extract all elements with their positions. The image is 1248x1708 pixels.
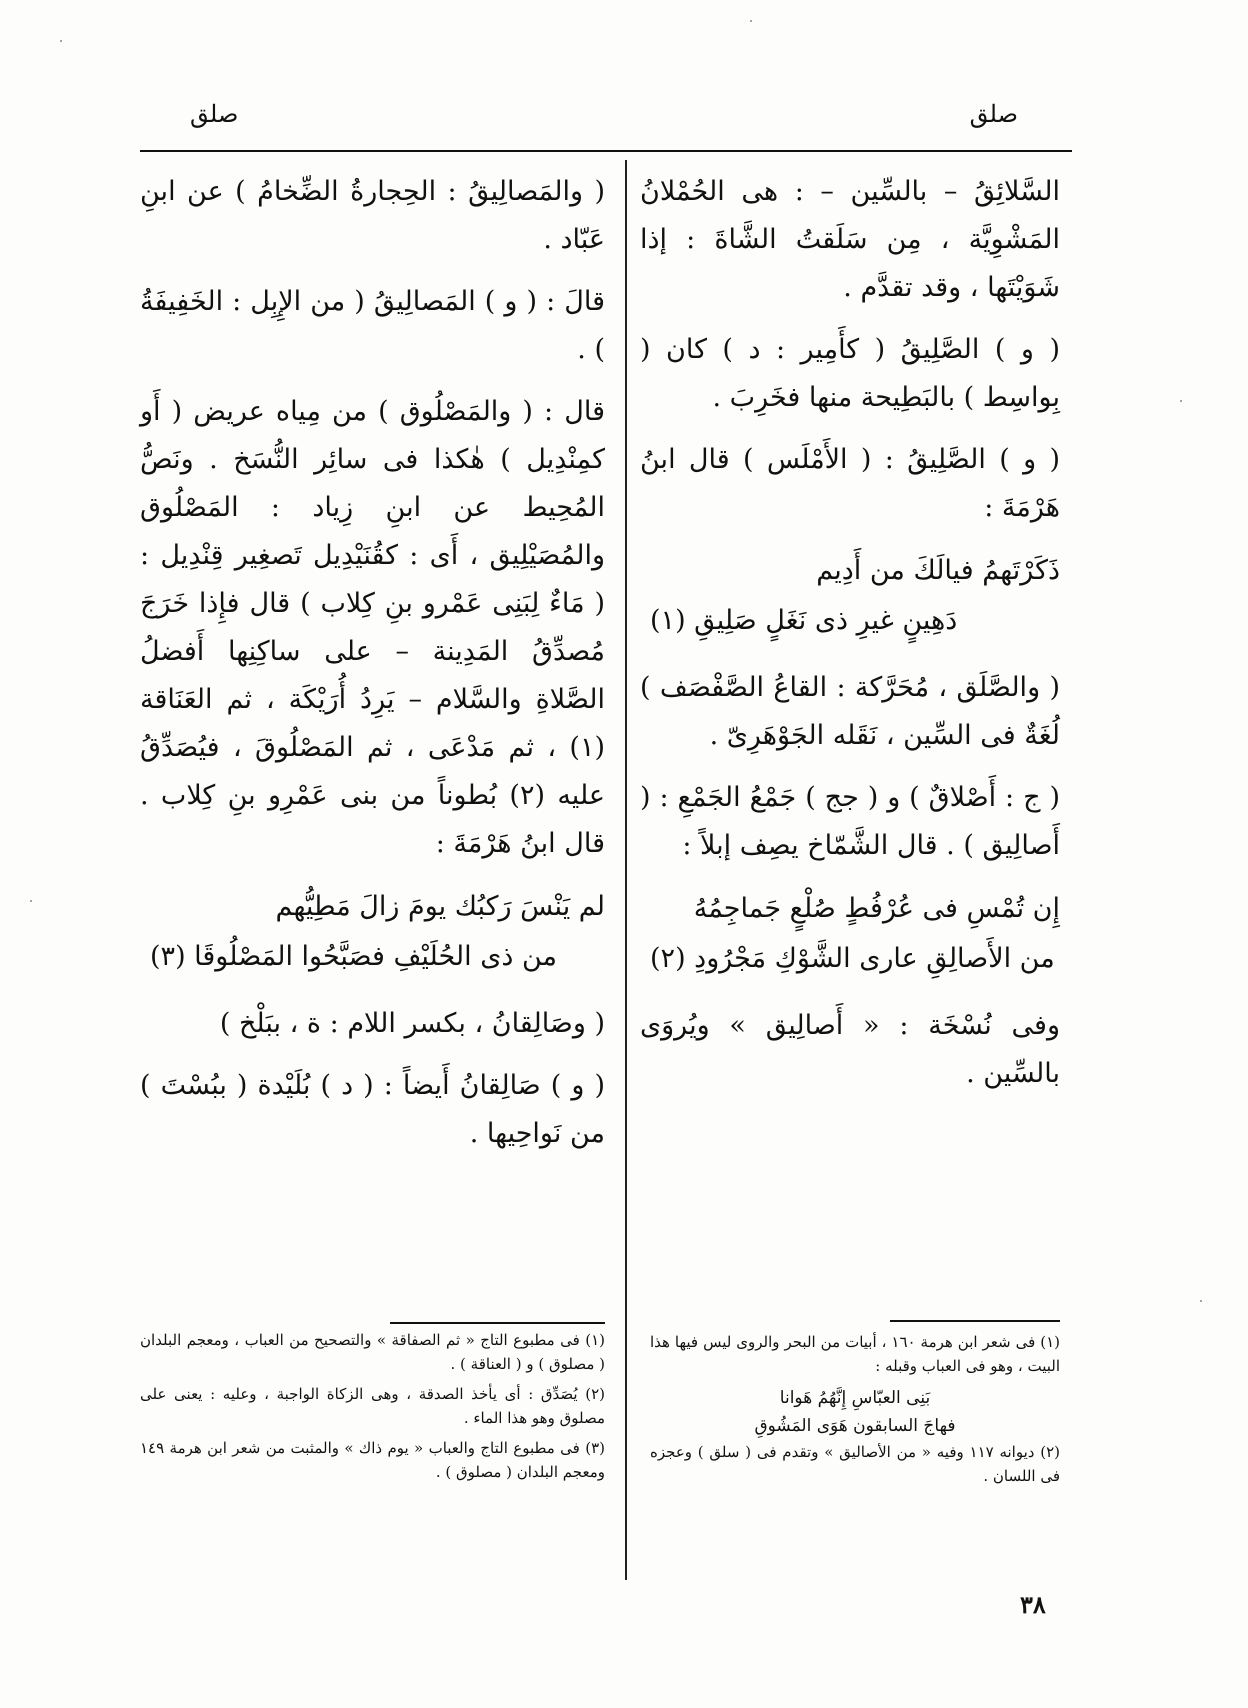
column-divider (625, 160, 627, 1580)
left-column (140, 168, 605, 1172)
scan-speck (1200, 1300, 1202, 1302)
footnote: (٢) يُصَدِّق : أى يأخذ الصدقة ، وهى الزكاة الواجبة ، وعليه : يعنى على مصلوق وهو هذا الماء . (140, 1385, 605, 1427)
running-header-left: صلق (190, 100, 239, 128)
verse-first-hemistich: لم يَنْسَ رَكبُك يومَ زالَ مَطِيُّهم (275, 891, 605, 922)
right-column (640, 168, 1060, 1112)
footnote: (٢) ديوانه ١١٧ وفيه « من الأصاليق » وتقدم فى ( سلق ) وعجزه فى اللسان . (650, 1443, 1060, 1485)
entry-paragraph: ( و ) صَالِقانُ أَيضاً : ( د ) بُلَيْدة ( ببُسْتَ ) من نَواحِيها . (140, 1070, 605, 1149)
footnotes-right (650, 1330, 1060, 1494)
verse-first-hemistich: ذَكَرْتَهمُ فيالَكَ من أَدِيم (816, 555, 1060, 586)
entry-paragraph: السَّلائِقُ – بالسِّين – : هى الحُمْلانُ المَشْوِيَّة ، مِن سَلَقتُ الشَّاةَ : إذا شَوَيْتَها ، وقد تقدَّم . (640, 176, 1060, 303)
verse-second-hemistich: دَهِينٍ غيرِ ذى نَغَلٍ صَلِيقِ (١) (650, 605, 958, 636)
entry-paragraph: ( و ) الصَّلِيقُ : ( الأَمْلَس ) قال ابنُ هَرْمَةَ : (640, 444, 1060, 523)
verse-first-hemistich: إِن تُمْسِ فى عُرْفُطٍ صُلْعٍ جَماجِمُهُ (693, 893, 1060, 924)
scan-speck (1180, 400, 1182, 402)
entry-paragraph: ( وصَالِقانُ ، بكسر اللام : ة ، ببَلْخ ) (219, 1008, 605, 1039)
footnote-verse: فهاجَ السابقون هَوَى المَشُوقِ (754, 1416, 956, 1436)
footnote-rule-left (390, 1322, 605, 1324)
footnote-rule-right (890, 1320, 1060, 1322)
entry-paragraph: قالَ : ( و ) المَصالِيقُ ( من الإِبِل : الخَفِيفَةُ ) . (140, 286, 605, 365)
verse-block (640, 884, 1060, 984)
scan-speck (30, 900, 32, 902)
entry-paragraph: قال : ( والمَصْلُوق ) من مِياه عريض ( أَو كمِنْدِيل ) هٰكذا فى سائِر النُّسَخ . ونَصُّ المُحِيط عن ابنِ زِياد : المَصْلُوق والمُصَيْلِيق ، أَى : كقُنَيْدِيل تَصغِير قِنْدِيل : ( مَاءٌ لِبَنِى عَمْرو بنِ كِلاب ) قال فإِذا خَرَجَ مُصدِّقُ المَدِينة – على ساكِنِها أَفضلُ الصَّلاةِ والسَّلام – يَرِدُ أُرَيْكَة ، ثم العَنَاقة (١) ، ثم مَدْعَى ، ثم المَصْلُوقَ ، فيُصَدِّقُ عليه (٢) بُطوناً من بنى عَمْرِو بنِ كِلاب . قال ابنُ هَرْمَةَ : (140, 396, 605, 859)
entry-paragraph: ( ج : أَصْلاقٌ ) و ( جج ) جَمْعُ الجَمْعِ : ( أَصالِيق ) . قال الشَّمّاخ يصِف إبلاً : (640, 782, 1060, 861)
entry-paragraph: ( والصَّلَق ، مُحَرَّكة : القاعُ الصَّفْصَف ) لُغَةٌ فى السِّين ، نَقَله الجَوْهَرِىّ . (640, 672, 1060, 751)
footnote: (١) فى مطبوع التاج « ثم الصفاقة » والتصحيح من العباب ، ومعجم البلدان ( مصلوق ) و ( العناقة ) . (140, 1331, 605, 1373)
verse-block (140, 882, 605, 982)
scan-speck (750, 20, 752, 22)
entry-paragraph: وفى نُسْخَة : « أَصالِيق » ويُروَى بالسِّين . (640, 1010, 1060, 1089)
page-number: ٣٨ (1020, 1590, 1046, 1619)
running-header-right: صلق (969, 100, 1018, 128)
scan-speck (60, 40, 62, 42)
footnote-verse: بَنِى العبّاسِ إِنَّهُمُ هَوانا (779, 1388, 931, 1408)
footnote: (١) فى شعر ابن هرمة ١٦٠ ، أبيات من البحر والروى ليس فيها هذا البيت ، وهو فى العباب وقبله : (650, 1333, 1060, 1375)
entry-paragraph: ( والمَصالِيقُ : الحِجارةُ الضِّخامُ ) عن ابنِ عَبّاد . (140, 176, 605, 255)
footnotes-left (140, 1328, 605, 1490)
entry-paragraph: ( و ) الصَّلِيقُ ( كأَمِير : د ) كان ( بِواسِط ) بالبَطِيحة منها فخَرِبَ . (640, 334, 1060, 413)
header-rule (140, 150, 1072, 152)
verse-second-hemistich: من الأَصالِقِ عارى الشَّوْكِ مَجْرُودِ (٢) (650, 943, 1055, 974)
footnote: (٣) فى مطبوع التاج والعباب « يوم ذاك » والمثبت من شعر ابن هرمة ١٤٩ ومعجم البلدان ( مصلوق ) . (140, 1439, 605, 1481)
verse-second-hemistich: من ذى الحُلَيْفِ فصَبَّحُوا المَصْلُوقَا (٣) (150, 941, 557, 972)
verse-block (640, 546, 1060, 646)
